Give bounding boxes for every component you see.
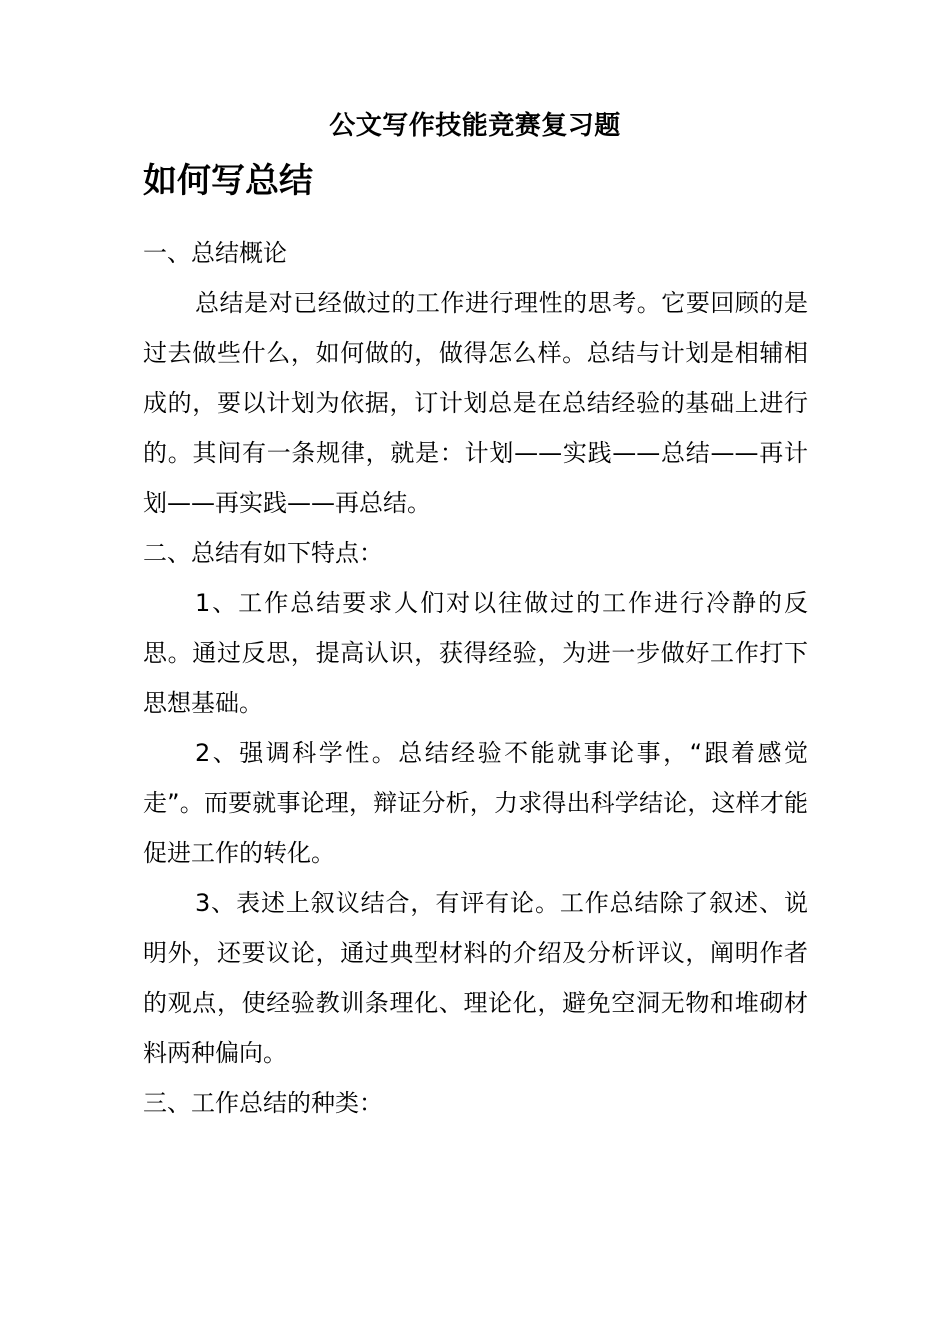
paragraph-feature-3: 3、表述上叙议结合，有评有论。工作总结除了叙述、说明外，还要议论，通过典型材料的介绍及分析评议，阐明作者的观点，使经验教训条理化、理论化，避免空洞无物和堆砌材料两种偏向。 [143,889,808,1067]
section-heading-types: 三、工作总结的种类： [143,1089,383,1117]
paragraph-overview: 总结是对已经做过的工作进行理性的思考。它要回顾的是过去做些什么，如何做的，做得怎么样。总结与计划是相辅相成的，要以计划为依据，订计划总是在总结经验的基础上进行的。其间有一条规律，就是：计划——实践——总结——再计划——再实践——再总结。 [143,289,808,517]
section-heading-overview: 一、总结概论 [143,239,287,267]
paragraph-feature-2: 2、强调科学性。总结经验不能就事论事，“跟着感觉走”。而要就事论理，辩证分析，力求得出科学结论，这样才能促进工作的转化。 [143,739,808,867]
section-heading-features: 二、总结有如下特点： [143,539,383,567]
document-title: 公文写作技能竞赛复习题 [329,111,621,141]
main-heading: 如何写总结 [143,161,313,201]
document-body [143,228,808,1128]
paragraph-feature-1: 1、工作总结要求人们对以往做过的工作进行冷静的反思。通过反思，提高认识，获得经验，为进一步做好工作打下思想基础。 [143,589,808,717]
